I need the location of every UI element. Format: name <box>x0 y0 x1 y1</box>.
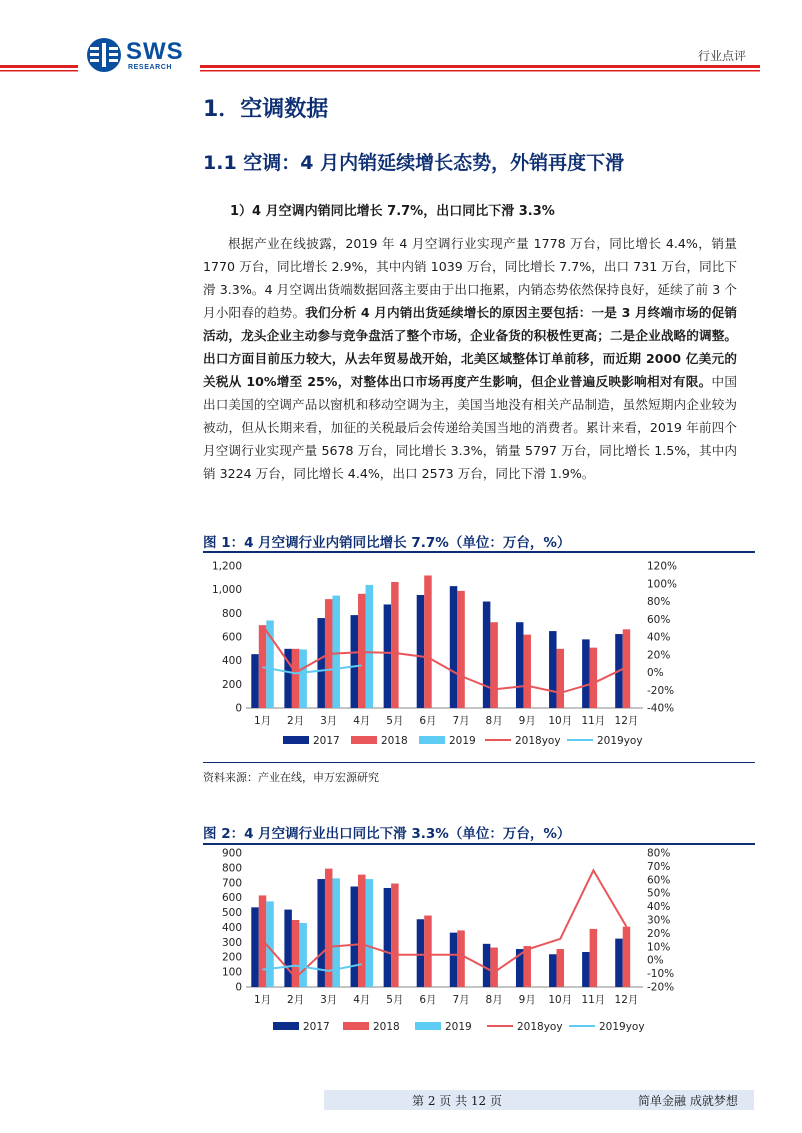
y-tick-label: 600 <box>221 892 242 905</box>
y-tick-label: 700 <box>221 877 242 890</box>
line-2018yoy <box>263 870 627 977</box>
y-tick-label: 300 <box>221 936 242 949</box>
y2-tick-label: -40% <box>647 702 675 715</box>
y2-tick-label: 80% <box>647 847 671 860</box>
y-tick-label: 200 <box>221 678 242 691</box>
bar-2018 <box>590 648 598 708</box>
legend-label: 2018yoy <box>515 735 561 747</box>
bar-2017 <box>549 954 557 987</box>
figure1-title: 图 1：4 月空调行业内销同比增长 7.7%（单位：万台，%） <box>203 535 571 551</box>
figure1-top-rule <box>203 551 755 553</box>
x-tick-label: 5月 <box>386 994 404 1006</box>
y2-tick-label: 30% <box>647 914 671 927</box>
legend-swatch-2018 <box>351 736 377 744</box>
y-tick-label: 0 <box>235 702 242 715</box>
y-tick-label: 400 <box>221 655 242 668</box>
bar-2017 <box>615 939 623 987</box>
x-tick-label: 11月 <box>581 715 606 727</box>
body-text: 根据产业在线披露，2019 年 4 月空调行业实现产量 1778 万台，同比增长 4.4%，销量 1770 万台，同比增长 2.9%，其中内销 1039 万台，同比增长 7.7%，出口 731 万台，同比下滑 3.3%。4 月空调出货端数据回落主要由于出口拖累，内销态势依然保持良好，延续了前 3 个月小阳春的趋势。 <box>203 236 737 320</box>
bar-2018 <box>391 582 399 708</box>
y2-tick-label: 40% <box>647 901 671 914</box>
body-paragraph <box>203 232 737 485</box>
bar-2018 <box>457 591 465 708</box>
legend-label: 2019yoy <box>597 735 643 747</box>
y2-tick-label: 120% <box>647 560 678 573</box>
y2-tick-label: 60% <box>647 874 671 887</box>
figure1-bottom-rule <box>203 762 755 763</box>
bar-2017 <box>450 586 458 708</box>
x-tick-label: 8月 <box>485 994 503 1006</box>
bar-2019 <box>366 585 374 708</box>
bar-2018 <box>623 927 631 987</box>
bar-2019 <box>366 879 374 987</box>
y2-tick-label: 20% <box>647 927 671 940</box>
body-bold-text: 我们分析 4 月内销出货延续增长的原因主要包括：一是 3 月终端市场的促销活动，龙头企业主动参与竞争盘活了整个市场，企业备货的积极性更高；二是企业战略的调整。出口方面目前压力较大，从去年贸易战开始，北美区域整体订单前移，而近期 2000 亿美元的关税从 10%增至 25%，对整体出口市场再度产生影响，但企业普遍反映影响相对有限。 <box>203 305 737 389</box>
y2-tick-label: 0% <box>647 954 664 967</box>
x-tick-label: 12月 <box>614 715 639 727</box>
x-tick-label: 9月 <box>518 994 536 1006</box>
header-rule <box>0 60 802 80</box>
y-tick-label: 0 <box>235 981 242 994</box>
figure2-top-rule <box>203 843 755 845</box>
y-tick-label: 1,000 <box>211 584 242 597</box>
y-tick-label: 400 <box>221 921 242 934</box>
legend-label: 2017 <box>303 1021 330 1033</box>
y2-tick-label: 60% <box>647 613 671 626</box>
bar-2017 <box>516 622 524 708</box>
point-heading: 1）4 月空调内销同比增长 7.7%，出口同比下滑 3.3% <box>230 204 555 219</box>
legend-swatch-2019 <box>419 736 445 744</box>
y2-tick-label: 100% <box>647 578 678 591</box>
legend-label: 2019 <box>445 1021 472 1033</box>
bar-2017 <box>582 639 590 708</box>
x-tick-label: 4月 <box>353 994 371 1006</box>
legend-label: 2019yoy <box>599 1021 645 1033</box>
bar-2018 <box>358 875 366 987</box>
x-tick-label: 8月 <box>485 715 503 727</box>
bar-2018 <box>557 949 565 987</box>
footer-slogan: 简单金融 成就梦想 <box>638 1094 738 1108</box>
y-tick-label: 600 <box>221 631 242 644</box>
bar-2017 <box>317 618 325 708</box>
chart1 <box>203 554 755 762</box>
chart2 <box>203 846 755 1040</box>
legend-swatch-2019 <box>415 1022 441 1030</box>
bar-2018 <box>523 635 531 708</box>
x-tick-label: 7月 <box>452 715 470 727</box>
legend-swatch-2017 <box>283 736 309 744</box>
bar-2019 <box>299 649 307 708</box>
legend-swatch-2017 <box>273 1022 299 1030</box>
legend-label: 2017 <box>313 735 340 747</box>
y2-tick-label: 50% <box>647 887 671 900</box>
y2-tick-label: 0% <box>647 667 664 679</box>
bar-2017 <box>417 919 425 987</box>
bar-2017 <box>284 910 292 987</box>
body-text-tail: 中国出口美国的空调产品以窗机和移动空调为主，美国当地没有相关产品制造，虽然短期内企业较为被动，但从长期来看，加征的关税最后会传递给美国当地的消费者。累计来看，2019 年前四个月空调行业实现产量 5678 万台，同比增长 3.3%，销量 5797 万台，同比增长 1.5%，其中内销 3224 万台，同比增长 4.4%，出口 2573 万台，同比下滑 1.9%。 <box>203 374 738 481</box>
bar-2018 <box>557 649 565 708</box>
bar-2018 <box>424 916 432 987</box>
y-tick-label: 500 <box>221 907 242 920</box>
y2-tick-label: -20% <box>647 981 675 994</box>
bar-2018 <box>391 884 399 987</box>
legend-label: 2018 <box>373 1021 400 1033</box>
section-title: 1．空调数据 <box>203 97 329 122</box>
y2-tick-label: 40% <box>647 631 671 644</box>
y-tick-label: 200 <box>221 951 242 964</box>
figure2-title: 图 2：4 月空调行业出口同比下滑 3.3%（单位：万台，%） <box>203 826 571 842</box>
bar-2017 <box>351 615 359 708</box>
figure1-source: 资料来源：产业在线，申万宏源研究 <box>203 771 379 784</box>
legend-swatch-2018 <box>343 1022 369 1030</box>
x-tick-label: 10月 <box>548 994 573 1006</box>
x-tick-label: 6月 <box>419 994 437 1006</box>
bar-2017 <box>549 631 557 708</box>
x-tick-label: 7月 <box>452 994 470 1006</box>
x-tick-label: 2月 <box>287 994 305 1006</box>
report-type-label: 行业点评 <box>697 49 746 63</box>
bar-2019 <box>299 923 307 987</box>
y-tick-label: 800 <box>221 607 242 620</box>
line-2019yoy <box>263 964 362 971</box>
logo-text: SWS <box>126 38 184 65</box>
x-tick-label: 4月 <box>353 715 371 727</box>
bar-2018 <box>590 929 598 987</box>
logo-subtext: RESEARCH <box>128 64 173 71</box>
x-tick-label: 1月 <box>253 715 272 727</box>
bar-2017 <box>251 654 258 708</box>
bar-2018 <box>292 649 300 708</box>
y2-tick-label: 70% <box>647 860 671 873</box>
subsection-title: 1.1 空调：4 月内销延续增长态势，外销再度下滑 <box>203 152 625 174</box>
bar-2018 <box>424 575 432 708</box>
x-tick-label: 3月 <box>320 994 338 1006</box>
x-tick-label: 12月 <box>614 994 639 1006</box>
x-tick-label: 11月 <box>581 994 606 1006</box>
bar-2019 <box>332 596 340 708</box>
bar-2017 <box>582 952 590 987</box>
x-tick-label: 6月 <box>419 715 437 727</box>
y2-tick-label: -20% <box>647 684 675 697</box>
legend-label: 2018 <box>381 735 408 747</box>
bar-2018 <box>490 948 498 987</box>
y-tick-label: 900 <box>221 847 242 860</box>
line-2018yoy <box>263 626 627 693</box>
legend-label: 2019 <box>449 735 476 747</box>
bar-2017 <box>251 907 258 987</box>
x-tick-label: 5月 <box>386 715 404 727</box>
bar-2017 <box>351 887 359 988</box>
y2-tick-label: 20% <box>647 649 671 662</box>
bar-2017 <box>483 602 491 709</box>
bar-2018 <box>457 930 465 987</box>
bar-2018 <box>490 622 498 708</box>
y-tick-label: 1,200 <box>211 560 242 573</box>
x-tick-label: 3月 <box>320 715 338 727</box>
y2-tick-label: -10% <box>647 968 675 981</box>
bar-2017 <box>483 944 491 987</box>
x-tick-label: 2月 <box>287 715 305 727</box>
y-tick-label: 100 <box>221 966 242 979</box>
page-number: 第 2 页 共 12 页 <box>412 1094 502 1108</box>
bar-2018 <box>259 625 267 708</box>
y2-tick-label: 10% <box>647 941 671 954</box>
x-tick-label: 10月 <box>548 715 573 727</box>
line-2019yoy <box>263 665 362 673</box>
y-tick-label: 800 <box>221 862 242 875</box>
y2-tick-label: 80% <box>647 596 671 608</box>
bar-2017 <box>384 888 392 987</box>
bar-2018 <box>325 869 333 987</box>
legend-label: 2018yoy <box>517 1021 563 1033</box>
bar-2017 <box>450 933 458 987</box>
bar-2017 <box>417 595 425 708</box>
bar-2017 <box>384 604 392 708</box>
x-tick-label: 1月 <box>253 994 272 1006</box>
bar-2018 <box>358 594 366 708</box>
x-tick-label: 9月 <box>518 715 536 727</box>
